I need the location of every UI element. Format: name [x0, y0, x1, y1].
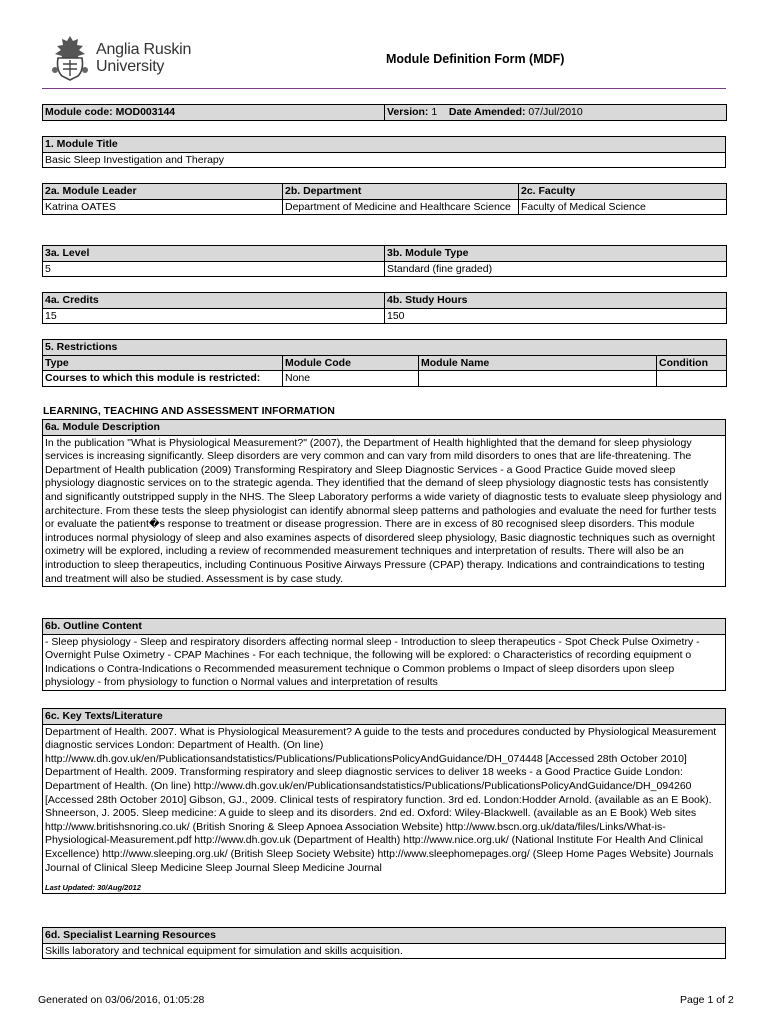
module-title-label: 1. Module Title [43, 137, 726, 153]
credits-label: 4a. Credits [43, 293, 385, 309]
key-texts-cell [43, 724, 726, 894]
module-code-table [42, 104, 727, 121]
version-label: Version: [387, 106, 429, 118]
study-hours-value: 150 [385, 308, 727, 324]
col-condition: Condition [657, 355, 727, 371]
col-module-name: Module Name [419, 355, 657, 371]
logo-line-2: University [96, 58, 165, 75]
page-title: Module Definition Form (MDF) [386, 52, 565, 66]
logo-line-1: Anglia Ruskin [96, 41, 192, 58]
leader-table [42, 183, 727, 215]
outline-table [42, 618, 726, 691]
module-type-label: 3b. Module Type [385, 246, 727, 262]
department-value: Department of Medicine and Healthcare Science [283, 199, 519, 215]
module-code: Module code: MOD003144 [43, 105, 385, 121]
col-type: Type [43, 355, 283, 371]
crest-icon [50, 34, 90, 82]
module-code-row [43, 105, 727, 121]
resources-text: Skills laboratory and technical equipment for simulation and skills acquisition. [43, 943, 726, 959]
section-title: LEARNING, TEACHING AND ASSESSMENT INFORMATION [43, 405, 335, 417]
module-leader-label: 2a. Module Leader [43, 184, 283, 200]
restrictions-table [42, 339, 727, 387]
restriction-code: None [283, 371, 419, 387]
key-texts-table [42, 708, 726, 894]
outline-text: - Sleep physiology - Sleep and respiratory disorders affecting normal sleep - Introduction to sleep therapeutics - Spot Check Pulse Oximetry - Overnight Pulse Oximetry - CPAP Machines - For each technique, the following will be explored: o Characteristics of recording equipment o Indications o Contra-Indications o Recommended measurement technique o Common problems o Impact of sleep disorders upon sleep physiology - from physiology to function o Normal values and interpretation of results [43, 634, 726, 690]
restriction-condition [657, 371, 727, 387]
module-title-value: Basic Sleep Investigation and Therapy [43, 152, 726, 168]
resources-label: 6d. Specialist Learning Resources [43, 928, 726, 944]
study-hours-label: 4b. Study Hours [385, 293, 727, 309]
level-value: 5 [43, 261, 385, 277]
description-label: 6a. Module Description [43, 420, 726, 436]
restrictions-label: 5. Restrictions [43, 340, 727, 356]
page-number: Page 1 of 2 [680, 994, 734, 1006]
module-type-value: Standard (fine graded) [385, 261, 727, 277]
level-label: 3a. Level [43, 246, 385, 262]
resources-table [42, 927, 726, 959]
description-table [42, 419, 726, 587]
header-divider [42, 88, 726, 89]
restriction-name [419, 371, 657, 387]
level-table [42, 245, 727, 277]
credits-table [42, 292, 727, 324]
credits-value: 15 [43, 308, 385, 324]
logo-wordmark [96, 41, 191, 75]
date-amended-label: Date Amended: [448, 106, 526, 118]
version-date-cell [385, 105, 727, 121]
col-module-code: Module Code [283, 355, 419, 371]
module-title-table [42, 136, 726, 168]
key-texts-label: 6c. Key Texts/Literature [43, 709, 726, 725]
outline-label: 6b. Outline Content [43, 619, 726, 635]
last-updated: Last Updated: 30/Aug/2012 [45, 883, 141, 893]
date-amended-value: 07/Jul/2010 [528, 106, 583, 118]
module-leader-value: Katrina OATES [43, 199, 283, 215]
faculty-label: 2c. Faculty [519, 184, 727, 200]
university-logo [50, 32, 210, 84]
description-text: In the publication "What is Physiological Measurement?" (2007), the Department of Health highlighted that the demand for sleep physiology services is increasing significantly. Sleep disorders are very common and can vary from mild disorders to ones that are life-threatening. The Department of Health publication (2009) Transforming Respiratory and Sleep Diagnostic Services - a Good Practice Guide moved sleep physiology diagnostic services on to the strategic agenda. They identified that the demand of sleep physiology diagnostic tests has consistently and significantly outstripped supply in the NHS. The Sleep Laboratory performs a wide variety of diagnostic tests to evaluate sleep physiology and architecture. From these tests the sleep physiologist can identify abnormal sleep patterns and pathologies and evaluate the need for further tests or evaluate the patient�s response to treatment or disease progression. There are in excess of 80 recognised sleep disorders. This module introduces normal physiology of sleep and also examines aspects of disordered sleep physiology, Basic diagnostic techniques such as overnight oximetry will be explored, including a review of recommended measurement techniques and interpretation of results. There will also be an introduction to sleep therapeutics, including Continuous Positive Airways Pressure (CPAP) therapy. Indications and contraindications to testing and treatment will also be studied. Assessment is by case study. [43, 435, 726, 587]
key-texts-text: Department of Health. 2007. What is Physiological Measurement? A guide to the tests and procedures conducted by Physiological Measurement diagnostic services London: Department of Health. (On line) http://www.dh.gov.uk/en/Publicationsandstatistics/Publications/PublicationsPolicyAndGuidance/DH_074448 [Accessed 28th October 2010] Department of Health. 2009. Transforming respiratory and sleep diagnostic services to deliver 18 weeks - a Good Practice Guide London: Department of Health. (On line) http://www.dh.gov.uk/en/Publicationsandstatistics/Publications/PublicationsPolicyAndGuidance/DH_094260 [Accessed 28th October 2010] Gibson, GJ., 2009. Clinical tests of respiratory function. 3rd ed. London:Hodder Arnold. (available as an E Book). Shneerson, J. 2005. Sleep medicine: A guide to sleep and its disorders. 2nd ed. Oxford: Wiley-Blackwell. (available as an E Book) Web sites http://www.britishsnoring.co.uk/ (British Snoring & Sleep Apnoea Association Website) http://www.bscn.org.uk/data/files/Links/What-is-Physiological-Measurement.pdf http://www.dh.gov.uk (Department of Health) http://www.nice.org.uk/ (National Institute For Health And Clinical Excellence) http://www.sleeping.org.uk/ (British Sleep Society Website) http://www.sleephomepages.org/ (Sleep Home Pages Website) Journals Journal of Clinical Sleep Medicine Sleep Journal Sleep Medicine Journal [45, 725, 717, 874]
faculty-value: Faculty of Medical Science [519, 199, 727, 215]
generated-timestamp: Generated on 03/06/2016, 01:05:28 [38, 994, 205, 1006]
department-label: 2b. Department [283, 184, 519, 200]
restriction-type: Courses to which this module is restricted: [43, 371, 283, 387]
version-value: 1 [431, 106, 438, 118]
